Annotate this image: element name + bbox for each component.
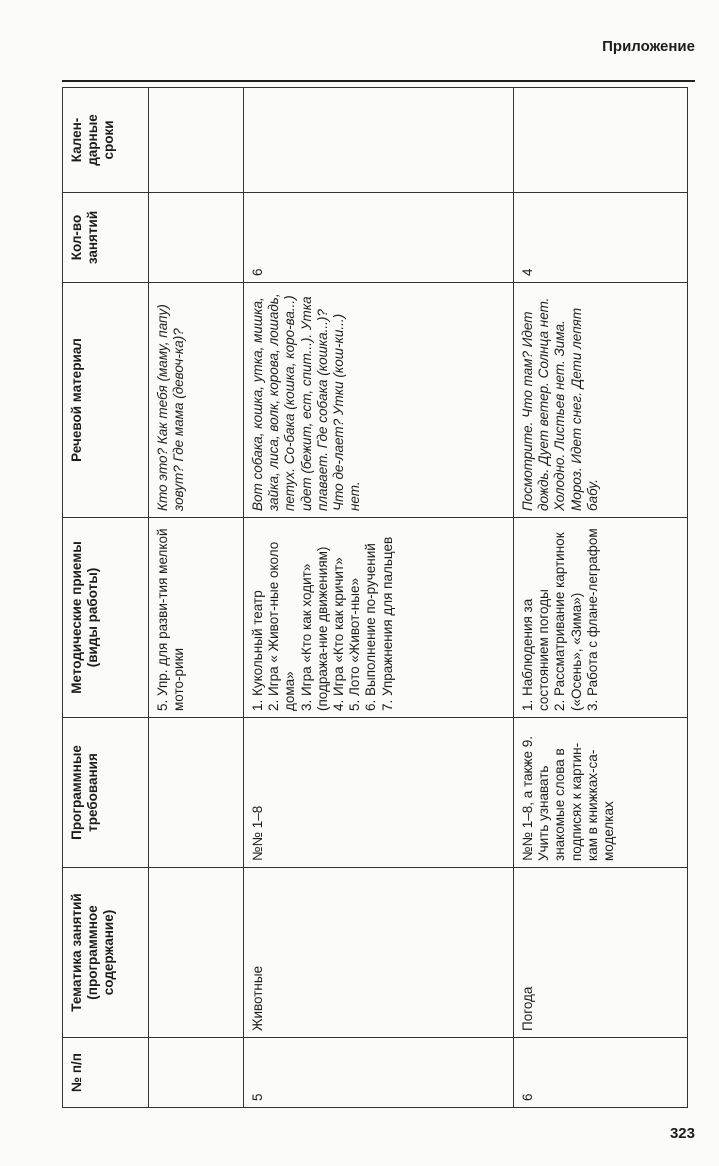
cell-number: 5 xyxy=(244,1038,514,1108)
method-item: 6. Выполнение по-ручений xyxy=(363,543,379,711)
cell-speech: Посмотрите. Что там? Идет дождь. Дует ветер. Солнца нет. Холодно. Листьев нет. Зима. Мороз. Идет снег. Дети лепят бабу. xyxy=(514,283,688,518)
table-row xyxy=(149,88,244,1108)
column-header: Программные требования xyxy=(63,718,149,868)
column-header: Тематика занятий (программное содержание) xyxy=(63,868,149,1038)
cell-speech: Вот собака, кошка, утка, мишка, зайка, лиса, волк, корова, лошадь, петух. Со-бака (кошка, коро-ва...) идет (бежит, ест, спит...). Утка плавает. Где собака (кошка...)? Что де-лает? Утки (кош-ки...) нет. xyxy=(244,283,514,518)
column-header: № п/п xyxy=(63,1038,149,1108)
rotated-table-container xyxy=(62,88,687,1108)
cell-requirements xyxy=(149,718,244,868)
cell-dates xyxy=(244,88,514,193)
cell-number xyxy=(149,1038,244,1108)
cell-methods xyxy=(514,518,688,718)
cell-count: 6 xyxy=(244,193,514,283)
cell-requirements: №№ 1–8, а также 9. Учить узнавать знакомые слова в подписях к картин-кам в книжках-са-моделках xyxy=(514,718,688,868)
method-item: 5. Лото «Живот-ные» xyxy=(347,578,363,711)
column-header: Кол-во занятий xyxy=(63,193,149,283)
table-row xyxy=(244,88,514,1108)
method-item: 3. Работа с флане-леграфом xyxy=(584,528,600,711)
cell-dates xyxy=(149,88,244,193)
page-header-title: Приложение xyxy=(602,38,695,55)
method-item: 2. Игра « Живот-ные около дома» xyxy=(266,541,298,711)
method-item: 1. Кукольный театр xyxy=(250,590,265,711)
curriculum-table xyxy=(62,87,688,1108)
cell-speech: Кто это? Как тебя (маму, папу) зовут? Где мама (девоч-ка)? xyxy=(149,283,244,518)
method-item: 7. Упражнения для пальцев xyxy=(379,536,395,711)
cell-count: 4 xyxy=(514,193,688,283)
method-item: 2. Рассматривание картинок («Осень», «Зима») xyxy=(552,532,584,711)
cell-count xyxy=(149,193,244,283)
column-header: Речевой материал xyxy=(63,283,149,518)
header-rule xyxy=(62,80,695,82)
cell-topic xyxy=(149,868,244,1038)
page-number: 323 xyxy=(669,1125,695,1142)
column-header: Методические приемы (виды работы) xyxy=(63,518,149,718)
cell-methods xyxy=(244,518,514,718)
cell-topic: Животные xyxy=(244,868,514,1038)
method-item: 1. Наблюдения за состоянием погоды xyxy=(520,589,552,711)
method-item: 4. Игра «Кто как кричит» xyxy=(330,557,346,711)
table-row xyxy=(514,88,688,1108)
cell-requirements: №№ 1–8 xyxy=(244,718,514,868)
cell-topic: Погода xyxy=(514,868,688,1038)
cell-dates xyxy=(514,88,688,193)
method-item: 3. Игра «Кто как ходит» (подража-ние движениям) xyxy=(298,546,330,711)
cell-number: 6 xyxy=(514,1038,688,1108)
method-item: 5. Упр. для разви-тия мелкой мото-рики xyxy=(155,528,187,711)
table-header-row xyxy=(63,88,149,1108)
cell-methods xyxy=(149,518,244,718)
column-header: Кален-дарные сроки xyxy=(63,88,149,193)
